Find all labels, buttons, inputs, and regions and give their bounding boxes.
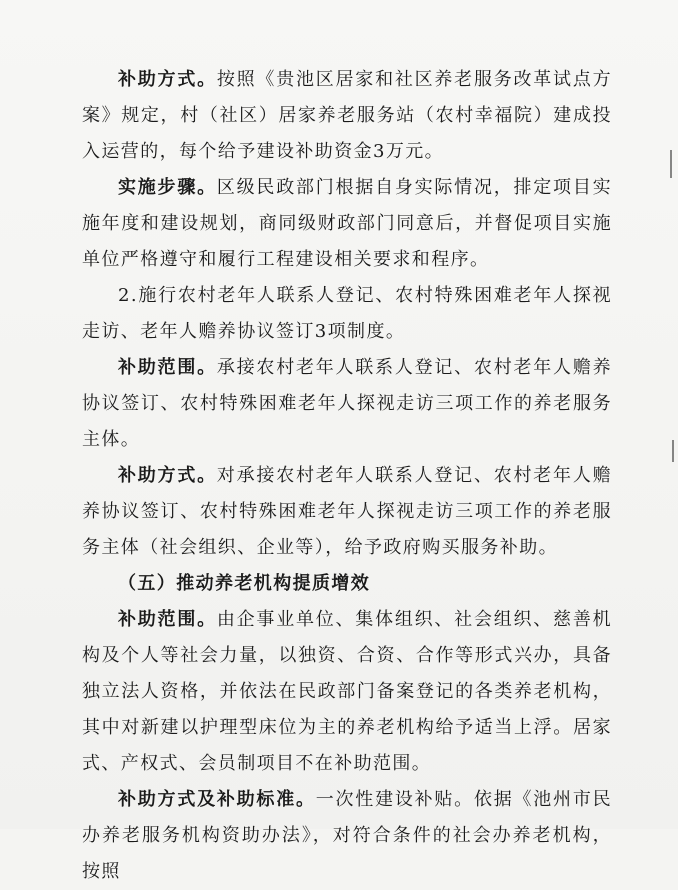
paragraph <box>82 782 612 890</box>
paragraph <box>82 278 612 350</box>
paragraph-text: 由企事业单位、集体组织、社会组织、慈善机构及个人等社会力量，以独资、合资、合作等形式兴办，具备独立法人资格，并依法在民政部门备案登记的各类养老机构，其中对新建以护理型床位为主的养老机构给予适当上浮。居家式、产权式、会员制项目不在补助范围。 <box>82 609 612 774</box>
paragraph-text: 按照《贵池区居家和社区养老服务改革试点方案》规定，村（社区）居家养老服务站（农村幸福院）建成投入运营的，每个给予建设补助资金3万元。 <box>82 69 612 162</box>
paragraph-label: 补助范围。 <box>118 357 217 378</box>
document-body <box>82 62 612 890</box>
paragraph-label: 补助方式及补助标准。 <box>118 789 316 810</box>
paragraph-label: 补助范围。 <box>118 609 217 630</box>
paragraph-label: 补助方式。 <box>118 69 217 90</box>
paragraph-text: 承接农村老年人联系人登记、农村老年人赡养协议签订、农村特殊困难老年人探视走访三项工作的养老服务主体。 <box>82 357 612 450</box>
paragraph-label: 补助方式。 <box>118 465 217 486</box>
paragraph <box>82 170 612 278</box>
paragraph-text: 区级民政部门根据自身实际情况，排定项目实施年度和建设规划，商同级财政部门同意后，并督促项目实施单位严格遵守和履行工程建设相关要求和程序。 <box>82 177 612 270</box>
paragraph-text: 一次性建设补贴。依据《池州市民办养老服务机构资助办法》，对符合条件的社会办养老机构，按照 <box>82 789 612 882</box>
paragraph-text: 对承接农村老年人联系人登记、农村老年人赡养协议签订、农村特殊困难老年人探视走访三项工作的养老服务主体（社会组织、企业等），给予政府购买服务补助。 <box>82 465 612 558</box>
paragraph-label: 实施步骤。 <box>118 177 217 198</box>
paragraph <box>82 350 612 458</box>
paragraph-text: 2.施行农村老年人联系人登记、农村特殊困难老年人探视走访、老年人赡养协议签订3项制度。 <box>82 285 612 342</box>
scan-mark <box>672 440 674 462</box>
section-heading: （五）推动养老机构提质增效 <box>118 573 371 594</box>
paragraph <box>82 602 612 782</box>
paragraph <box>82 62 612 170</box>
paragraph <box>82 458 612 566</box>
scan-mark <box>670 150 672 178</box>
